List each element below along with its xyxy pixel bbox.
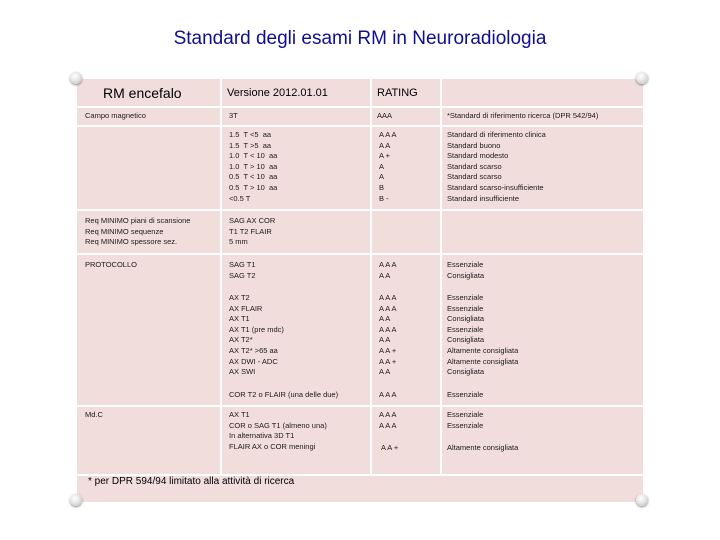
field-strength-ratings: A A A A A A + A A B B - (379, 130, 397, 203)
table-divider (77, 209, 643, 211)
protocol-sag: SAG T1 SAG T2 (229, 260, 256, 280)
table-divider (77, 253, 643, 255)
protocol-sag-desc: Essenziale Consigliata (447, 260, 485, 280)
table-divider (77, 125, 643, 127)
mdc-label: Md.C (85, 410, 103, 419)
campo-note: *Standard di riferimento ricerca (DPR 542/94) (447, 111, 599, 120)
pin-icon (70, 72, 82, 84)
protocol-cor-desc: Essenziale (447, 390, 484, 399)
pin-icon (636, 72, 648, 84)
mdc-desc-meningi: Altamente consigliata (447, 443, 519, 452)
footnote: * per DPR 594/94 limitato alla attività di ricerca (88, 476, 295, 487)
requirements-values: SAG AX COR T1 T2 FLAIR 5 mm (229, 216, 276, 247)
table-divider (77, 405, 643, 407)
campo-3t: 3T (229, 111, 238, 120)
table-divider (77, 106, 643, 108)
page-title: Standard degli esami RM in Neuroradiologia (173, 28, 547, 49)
mdc-sequences: AX T1 COR o SAG T1 (almeno una) In alternativa 3D T1 FLAIR AX o COR meningi (229, 410, 327, 451)
mdc-rating-meningi: A A + (381, 443, 399, 452)
protocol-sag-rating: A A A A A (379, 260, 397, 280)
standards-table (77, 79, 643, 502)
mdc-desc: Essenziale Essenziale (447, 410, 484, 430)
pin-icon (70, 494, 82, 506)
header-version: Versione 2012.01.01 (227, 87, 328, 99)
field-strength-desc: Standard di riferimento clinica Standard buono Standard modesto Standard scarso Standard scarso Standard scarso-insufficiente Standard insufficiente (447, 130, 546, 203)
campo-label: Campo magnetico (85, 111, 146, 120)
protocol-cor-rating: A A A (379, 390, 397, 399)
mdc-ratings: A A A A A A (379, 410, 397, 430)
requirements-label: Req MINIMO piani di scansione Req MINIMO sequenze Req MINIMO spessore sez. (85, 216, 191, 247)
table-divider (370, 79, 372, 475)
protocollo-label: PROTOCOLLO (85, 260, 137, 269)
protocol-ax: AX T2 AX FLAIR AX T1 AX T1 (pre mdc) AX T2* AX T2* >65 aa AX DWI - ADC AX SWI (229, 293, 284, 377)
protocol-ax-desc: Essenziale Essenziale Consigliata Essenziale Consigliata Altamente consigliata Altamente consigliata Consigliata (447, 293, 519, 377)
table-divider (440, 79, 442, 475)
protocol-ax-rating: A A A A A A A A A A A A A A A + A A + A A (379, 293, 397, 377)
header-rating: RATING (377, 87, 418, 99)
table-divider (220, 79, 222, 475)
header-rm-encefalo: RM encefalo (103, 85, 182, 101)
field-strength-list: 1.5 T <5 aa 1.5 T >5 aa 1.0 T < 10 aa 1.0 T > 10 aa 0.5 T < 10 aa 0.5 T > 10 aa <0.5 T (229, 130, 278, 203)
protocol-cor: COR T2 o FLAIR (una delle due) (229, 390, 339, 399)
pin-icon (636, 494, 648, 506)
campo-rating: AAA (377, 111, 393, 120)
